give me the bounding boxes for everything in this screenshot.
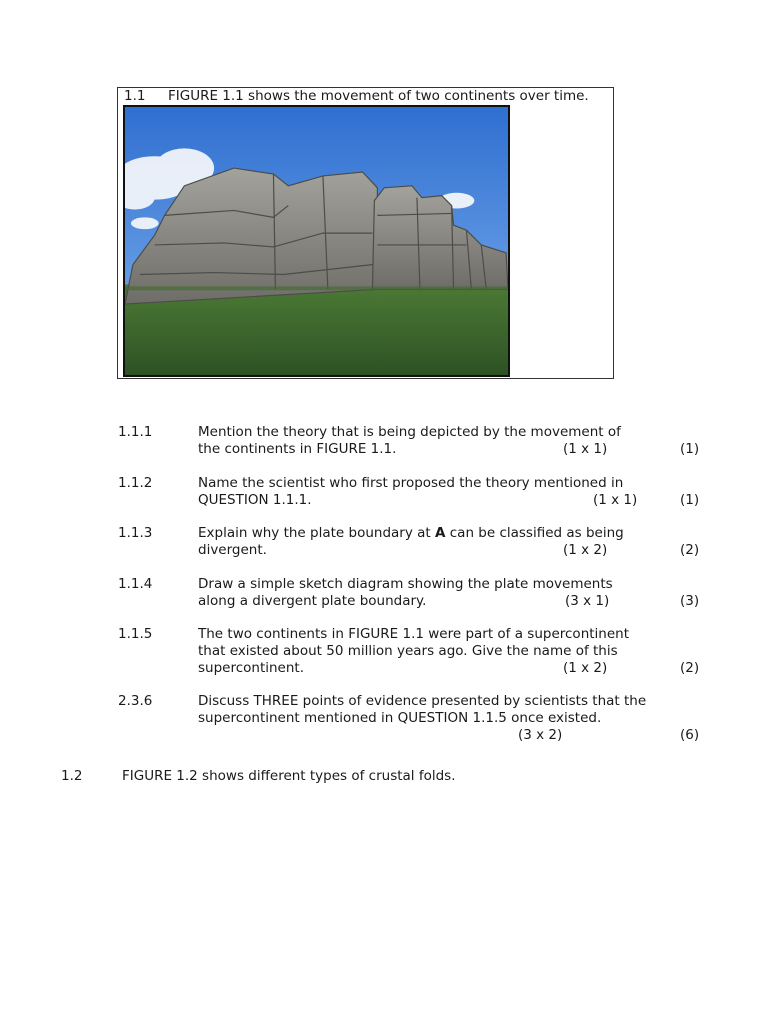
section-number: 1.2 — [61, 768, 83, 784]
question-marks: (2) — [680, 660, 700, 676]
section-text: FIGURE 1.2 shows different types of crustal folds. — [122, 768, 456, 784]
question-text: Discuss THREE points of evidence presented by scientists that the — [198, 693, 647, 709]
mark-allocation: (3 x 1) — [565, 593, 610, 609]
question-number: 1.1.4 — [118, 576, 153, 592]
question-number: 1.1.3 — [118, 525, 153, 541]
question-marks: (1) — [680, 492, 700, 508]
question-text: supercontinent. — [198, 660, 305, 676]
figure-number: 1.1 — [124, 88, 146, 104]
question-marks: (1) — [680, 441, 700, 457]
question-text: Draw a simple sketch diagram showing the plate movements — [198, 576, 613, 592]
question-text: QUESTION 1.1.1. — [198, 492, 312, 508]
question-text: Name the scientist who first proposed the theory mentioned in — [198, 475, 624, 491]
question-text: divergent. — [198, 542, 267, 558]
question-marks: (6) — [680, 727, 700, 743]
mark-allocation: (1 x 2) — [563, 660, 608, 676]
rock-tor-image — [125, 107, 508, 375]
question-text: supercontinent mentioned in QUESTION 1.1.5 once existed. — [198, 710, 602, 726]
mark-allocation: (1 x 2) — [563, 542, 608, 558]
question-text: that existed about 50 million years ago. Give the name of this — [198, 643, 618, 659]
figure-caption: FIGURE 1.1 shows the movement of two continents over time. — [168, 88, 589, 104]
mark-allocation: (1 x 1) — [563, 441, 608, 457]
figure-photo — [123, 105, 510, 377]
plate-boundary-label: A — [435, 525, 446, 541]
question-marks: (2) — [680, 542, 700, 558]
question-number: 1.1.2 — [118, 475, 153, 491]
mark-allocation: (1 x 1) — [593, 492, 638, 508]
question-text: along a divergent plate boundary. — [198, 593, 427, 609]
question-number: 2.3.6 — [118, 693, 153, 709]
question-number: 1.1.1 — [118, 424, 153, 440]
question-text: Mention the theory that is being depicted by the movement of — [198, 424, 621, 440]
question-text: The two continents in FIGURE 1.1 were part of a supercontinent — [198, 626, 630, 642]
question-text: Explain why the plate boundary at A can be classified as being — [198, 525, 624, 541]
question-marks: (3) — [680, 593, 700, 609]
mark-allocation: (3 x 2) — [518, 727, 563, 743]
question-text: the continents in FIGURE 1.1. — [198, 441, 397, 457]
question-number: 1.1.5 — [118, 626, 153, 642]
